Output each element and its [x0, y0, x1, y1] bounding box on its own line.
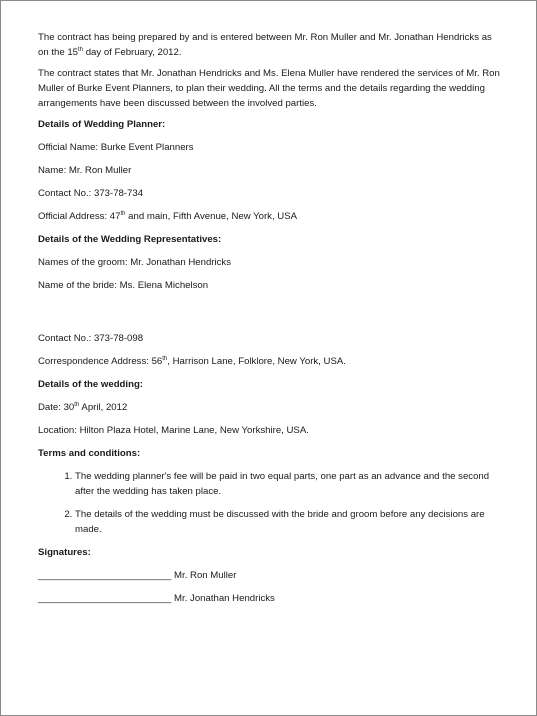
address-text: Correspondence Address: 56 — [38, 356, 163, 367]
wedding-heading: Details of the wedding: — [38, 379, 144, 390]
blank-gap — [38, 301, 500, 331]
wedding-date — [38, 400, 500, 415]
intro-paragraph-1 — [38, 30, 500, 60]
ordinal-suffix: th — [120, 210, 126, 217]
correspondence-address — [38, 354, 500, 369]
representatives-heading: Details of the Wedding Representatives: — [38, 234, 222, 245]
groom-name: Names of the groom: Mr. Jonathan Hendricks — [38, 257, 232, 268]
date-text: Date: 30 — [38, 402, 75, 413]
ordinal-suffix: th — [162, 355, 168, 362]
wedding-location: Location: Hilton Plaza Hotel, Marine Lane, New Yorkshire, USA. — [38, 425, 309, 436]
planner-address — [38, 209, 500, 224]
ordinal-suffix: th — [74, 401, 80, 408]
terms-item: 1. The wedding planner's fee will be paid in two equal parts, one part as an advance and the second after the wedding has taken place. — [75, 469, 500, 499]
terms-list — [38, 469, 500, 537]
bride-name: Name of the bride: Ms. Elena Michelson — [38, 280, 209, 291]
planner-name: Name: Mr. Ron Muller — [38, 165, 132, 176]
address-text: Official Address: 47 — [38, 211, 121, 222]
signature-line-ron-muller: _________________________ Mr. Ron Muller — [38, 570, 237, 581]
planner-official-name: Official Name: Burke Event Planners — [38, 142, 194, 153]
planner-contact: Contact No.: 373-78-734 — [38, 188, 144, 199]
address-text-end: and main, Fifth Avenue, New York, USA — [125, 211, 298, 222]
terms-heading: Terms and conditions: — [38, 448, 141, 459]
document-body — [38, 30, 500, 614]
address-text-end: , Harrison Lane, Folklore, New York, USA. — [167, 356, 346, 367]
intro-paragraph-2: The contract states that Mr. Jonathan Hendricks and Ms. Elena Muller have rendered the services of Mr. Ron Muller of Burke Event Planners, to plan their wedding. All the terms and the details regarding the wedding arrangements have been discussed between the involved parties. — [38, 68, 500, 109]
signatures-heading: Signatures: — [38, 547, 91, 558]
planner-heading: Details of Wedding Planner: — [38, 119, 166, 130]
signature-line-jonathan-hendricks: _________________________ Mr. Jonathan Hendricks — [38, 593, 275, 604]
ordinal-suffix: th — [78, 46, 84, 53]
intro-text: The contract has being prepared by and is entered between Mr. Ron Muller and Mr. Jonathan Hendricks as on the 15 — [38, 32, 492, 58]
intro-text-end: day of February, 2012. — [83, 47, 182, 58]
terms-item: 2. The details of the wedding must be discussed with the bride and groom before any decisions are made. — [75, 507, 500, 537]
date-text-end: April, 2012 — [79, 402, 128, 413]
representatives-contact: Contact No.: 373-78-098 — [38, 333, 144, 344]
